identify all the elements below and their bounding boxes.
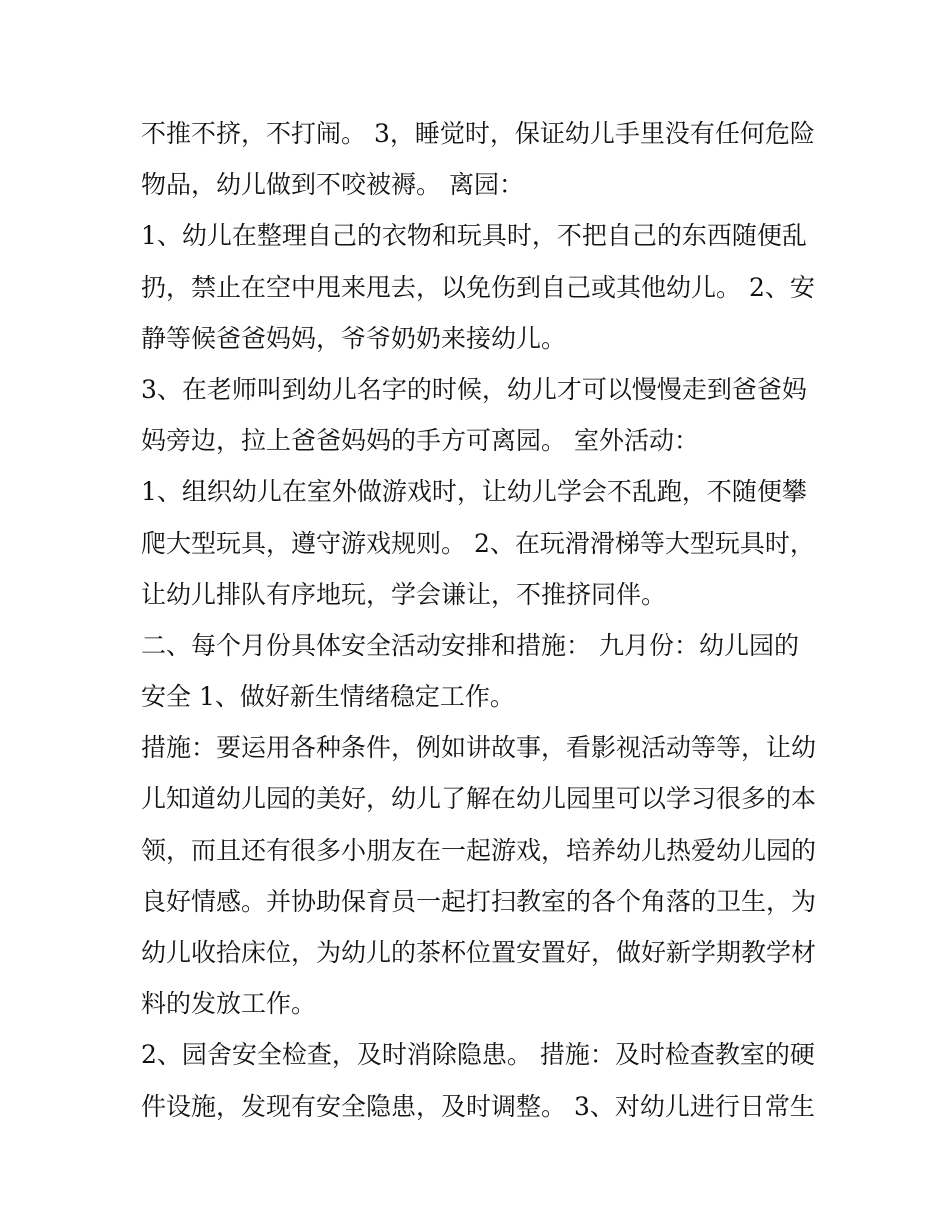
text-line: 爬大型玩具，遵守游戏规则。 2、在玩滑滑梯等大型玩具时， [141,528,815,558]
text-line: 料的发放工作。 [141,989,317,1019]
text-line: 物品，幼儿做到不咬被褥。 离园： [141,170,524,200]
text-line: 1、幼儿在整理自己的衣物和玩具时，不把自己的东西随便乱 [141,221,807,251]
text-line: 3、在老师叫到幼儿名字的时候，幼儿才可以慢慢走到爸爸妈 [141,374,807,404]
text-line: 扔，禁止在空中甩来甩去，以免伤到自己或其他幼儿。 2、安 [141,272,815,302]
text-line: 二、每个月份具体安全活动安排和措施： 九月份：幼儿园的 [141,630,799,660]
body-text [141,108,831,1132]
text-line: 良好情感。并协助保育员一起打扫教室的各个角落的卫生，为 [141,886,817,916]
text-line: 件设施，发现有安全隐患，及时调整。 3、对幼儿进行日常生 [141,1091,815,1121]
text-line: 让幼儿排队有序地玩，学会谦让，不推挤同伴。 [141,579,667,609]
text-line: 幼儿收拾床位，为幼儿的茶杯位置安置好，做好新学期教学材 [141,938,817,967]
text-line: 不推不挤，不打闹。 3，睡觉时，保证幼儿手里没有任何危险 [141,119,815,148]
text-line: 静等候爸爸妈妈，爷爷奶奶来接幼儿。 [141,323,567,353]
text-line: 妈旁边，拉上爸爸妈妈的手方可离园。 室外活动： [141,426,699,456]
text-line: 安全 1、做好新生情绪稳定工作。 [141,682,515,712]
text-line: 领，而且还有很多小朋友在一起游戏，培养幼儿热爱幼儿园的 [141,835,817,865]
text-line: 儿知道幼儿园的美好，幼儿了解在幼儿园里可以学习很多的本 [141,784,817,814]
text-line: 2、园舍安全检查，及时消除隐患。 措施：及时检查教室的硬 [141,1040,815,1070]
text-line: 1、组织幼儿在室外做游戏时，让幼儿学会不乱跑，不随便攀 [141,477,807,507]
text-line: 措施：要运用各种条件，例如讲故事，看影视活动等等，让幼 [141,733,817,763]
